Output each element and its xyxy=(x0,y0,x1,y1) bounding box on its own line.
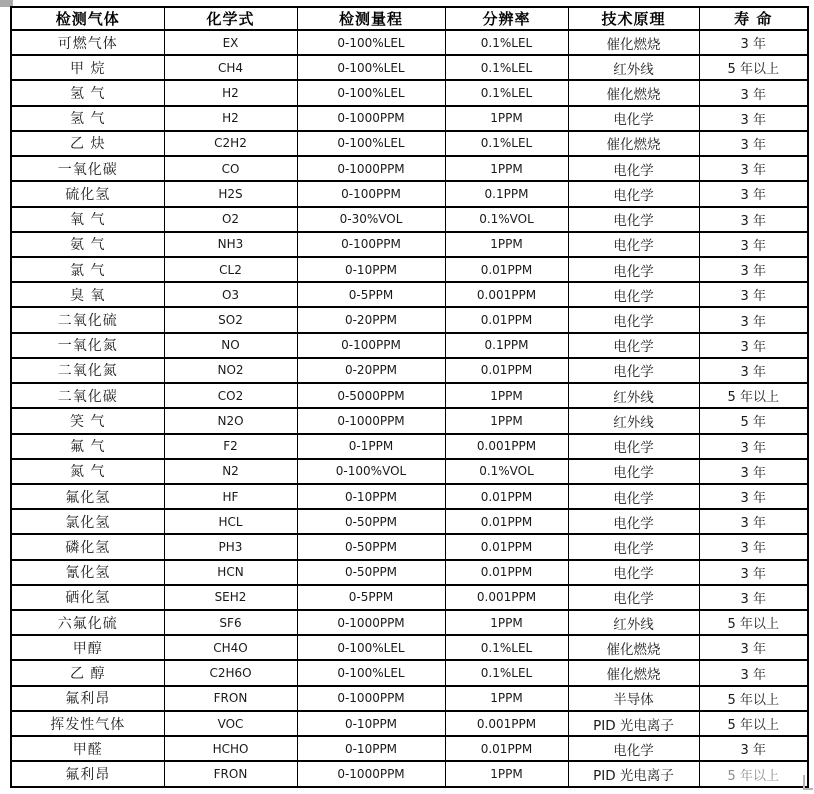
table-row xyxy=(11,55,808,80)
cell-lifespan: 3 年 xyxy=(699,131,808,156)
cell-gas: 硫化氢 xyxy=(11,181,164,206)
cell-lifespan: 5 年以上 xyxy=(699,686,808,711)
cell-principle: 电化学 xyxy=(568,459,699,484)
table-row xyxy=(11,711,808,736)
cell-range: 0-1000PPM xyxy=(297,610,445,635)
table-row xyxy=(11,257,808,282)
cell-principle: 电化学 xyxy=(568,484,699,509)
cell-formula: PH3 xyxy=(164,534,297,559)
table-row xyxy=(11,181,808,206)
cell-principle: 电化学 xyxy=(568,509,699,534)
cell-lifespan: 3 年 xyxy=(699,736,808,761)
cell-resolution: 1PPM xyxy=(445,106,568,131)
cell-principle: 电化学 xyxy=(568,736,699,761)
cell-lifespan: 3 年 xyxy=(699,232,808,257)
table-row xyxy=(11,80,808,105)
cell-formula: C2H6O xyxy=(164,660,297,685)
cell-lifespan: 5 年 xyxy=(699,408,808,433)
cell-gas: 可燃气体 xyxy=(11,30,164,55)
cell-gas: 一氧化氮 xyxy=(11,333,164,358)
table-row xyxy=(11,307,808,332)
cell-lifespan: 3 年 xyxy=(699,509,808,534)
cell-gas: 一氧化碳 xyxy=(11,156,164,181)
cell-lifespan: 3 年 xyxy=(699,459,808,484)
cell-range: 0-1000PPM xyxy=(297,686,445,711)
cell-resolution: 1PPM xyxy=(445,383,568,408)
cell-range: 0-1PPM xyxy=(297,434,445,459)
table-row xyxy=(11,761,808,787)
cell-gas: 氮 气 xyxy=(11,459,164,484)
cell-gas: 氟 气 xyxy=(11,434,164,459)
cell-resolution: 0.1PPM xyxy=(445,181,568,206)
cell-lifespan: 3 年 xyxy=(699,307,808,332)
cell-range: 0-100%LEL xyxy=(297,30,445,55)
cell-formula: CH4O xyxy=(164,635,297,660)
cell-range: 0-5PPM xyxy=(297,282,445,307)
cell-resolution: 1PPM xyxy=(445,156,568,181)
cell-lifespan: 3 年 xyxy=(699,660,808,685)
cell-formula: H2S xyxy=(164,181,297,206)
cell-resolution: 0.01PPM xyxy=(445,257,568,282)
cell-principle: 红外线 xyxy=(568,383,699,408)
cell-range: 0-100PPM xyxy=(297,333,445,358)
cell-lifespan: 3 年 xyxy=(699,635,808,660)
cell-formula: NO2 xyxy=(164,358,297,383)
table-header xyxy=(11,7,808,30)
cell-resolution: 1PPM xyxy=(445,408,568,433)
cell-gas: 氟化氢 xyxy=(11,484,164,509)
cell-formula: HCL xyxy=(164,509,297,534)
cell-resolution: 0.1%VOL xyxy=(445,207,568,232)
cell-formula: N2 xyxy=(164,459,297,484)
table-row xyxy=(11,534,808,559)
cell-range: 0-100%LEL xyxy=(297,55,445,80)
table-row xyxy=(11,383,808,408)
table-row xyxy=(11,131,808,156)
table-row xyxy=(11,408,808,433)
cell-resolution: 0.1%LEL xyxy=(445,55,568,80)
cell-principle: 电化学 xyxy=(568,333,699,358)
cell-range: 0-5000PPM xyxy=(297,383,445,408)
header-row xyxy=(11,7,808,30)
cell-gas: 氟利昂 xyxy=(11,761,164,787)
cell-principle: 电化学 xyxy=(568,282,699,307)
cell-principle: 电化学 xyxy=(568,560,699,585)
cell-range: 0-1000PPM xyxy=(297,106,445,131)
cell-principle: 电化学 xyxy=(568,207,699,232)
cell-resolution: 0.01PPM xyxy=(445,736,568,761)
cell-formula: O2 xyxy=(164,207,297,232)
cell-formula: NO xyxy=(164,333,297,358)
column-header-lifespan: 寿 命 xyxy=(699,7,808,30)
cell-lifespan: 3 年 xyxy=(699,434,808,459)
cell-range: 0-50PPM xyxy=(297,560,445,585)
column-header-resolution: 分辨率 xyxy=(445,7,568,30)
cell-resolution: 1PPM xyxy=(445,232,568,257)
cell-formula: VOC xyxy=(164,711,297,736)
cell-range: 0-100PPM xyxy=(297,232,445,257)
cell-principle: 电化学 xyxy=(568,358,699,383)
cell-principle: 电化学 xyxy=(568,585,699,610)
cell-gas: 氯 气 xyxy=(11,257,164,282)
cell-formula: SEH2 xyxy=(164,585,297,610)
table-row xyxy=(11,610,808,635)
table-row xyxy=(11,635,808,660)
cell-lifespan: 3 年 xyxy=(699,358,808,383)
cell-lifespan: 5 年以上 xyxy=(699,761,808,787)
cell-principle: PID 光电离子 xyxy=(568,711,699,736)
cell-gas: 二氧化碳 xyxy=(11,383,164,408)
cell-formula: F2 xyxy=(164,434,297,459)
cell-lifespan: 3 年 xyxy=(699,534,808,559)
cell-lifespan: 3 年 xyxy=(699,484,808,509)
cell-resolution: 0.01PPM xyxy=(445,484,568,509)
cell-gas: 甲醇 xyxy=(11,635,164,660)
cell-lifespan: 3 年 xyxy=(699,181,808,206)
cell-range: 0-1000PPM xyxy=(297,408,445,433)
table-row xyxy=(11,509,808,534)
cell-resolution: 0.001PPM xyxy=(445,282,568,307)
table-row xyxy=(11,736,808,761)
cell-range: 0-100%LEL xyxy=(297,660,445,685)
cell-principle: 红外线 xyxy=(568,610,699,635)
cell-gas: 氢 气 xyxy=(11,106,164,131)
cell-resolution: 0.1%LEL xyxy=(445,131,568,156)
cell-principle: 电化学 xyxy=(568,106,699,131)
cell-range: 0-1000PPM xyxy=(297,156,445,181)
cell-lifespan: 3 年 xyxy=(699,106,808,131)
cell-lifespan: 5 年以上 xyxy=(699,55,808,80)
cell-formula: CO2 xyxy=(164,383,297,408)
cell-range: 0-30%VOL xyxy=(297,207,445,232)
cell-formula: C2H2 xyxy=(164,131,297,156)
cell-resolution: 0.1%LEL xyxy=(445,80,568,105)
cell-principle: 电化学 xyxy=(568,307,699,332)
cell-resolution: 0.01PPM xyxy=(445,560,568,585)
cell-range: 0-1000PPM xyxy=(297,761,445,787)
table-row xyxy=(11,686,808,711)
cell-gas: 氧 气 xyxy=(11,207,164,232)
cell-gas: 挥发性气体 xyxy=(11,711,164,736)
cell-lifespan: 5 年以上 xyxy=(699,383,808,408)
cell-gas: 氨 气 xyxy=(11,232,164,257)
cell-principle: 催化燃烧 xyxy=(568,660,699,685)
cell-formula: SO2 xyxy=(164,307,297,332)
cell-gas: 磷化氢 xyxy=(11,534,164,559)
table-row xyxy=(11,660,808,685)
cell-formula: HCN xyxy=(164,560,297,585)
cell-principle: 半导体 xyxy=(568,686,699,711)
cell-range: 0-50PPM xyxy=(297,509,445,534)
cell-range: 0-100PPM xyxy=(297,181,445,206)
cell-resolution: 1PPM xyxy=(445,761,568,787)
cell-lifespan: 3 年 xyxy=(699,282,808,307)
cell-range: 0-10PPM xyxy=(297,711,445,736)
column-header-gas: 检测气体 xyxy=(11,7,164,30)
cell-resolution: 1PPM xyxy=(445,686,568,711)
table-row xyxy=(11,106,808,131)
cell-principle: PID 光电离子 xyxy=(568,761,699,787)
cell-gas: 氰化氢 xyxy=(11,560,164,585)
cell-gas: 臭 氧 xyxy=(11,282,164,307)
cell-principle: 电化学 xyxy=(568,232,699,257)
cell-gas: 乙 炔 xyxy=(11,131,164,156)
cell-formula: N2O xyxy=(164,408,297,433)
cell-resolution: 0.1%VOL xyxy=(445,459,568,484)
cell-formula: NH3 xyxy=(164,232,297,257)
cell-resolution: 0.01PPM xyxy=(445,534,568,559)
cell-resolution: 0.01PPM xyxy=(445,509,568,534)
cell-range: 0-10PPM xyxy=(297,736,445,761)
cell-principle: 电化学 xyxy=(568,181,699,206)
cell-principle: 红外线 xyxy=(568,408,699,433)
cell-range: 0-50PPM xyxy=(297,534,445,559)
cell-range: 0-20PPM xyxy=(297,307,445,332)
cell-gas: 硒化氢 xyxy=(11,585,164,610)
cell-principle: 电化学 xyxy=(568,257,699,282)
table-row xyxy=(11,282,808,307)
cell-gas: 六氟化硫 xyxy=(11,610,164,635)
cell-formula: O3 xyxy=(164,282,297,307)
cell-resolution: 0.1%LEL xyxy=(445,30,568,55)
table-row xyxy=(11,434,808,459)
cell-formula: FRON xyxy=(164,761,297,787)
cell-range: 0-10PPM xyxy=(297,257,445,282)
column-header-formula: 化学式 xyxy=(164,7,297,30)
gas-detector-spec-table xyxy=(10,6,809,788)
cell-gas: 氟利昂 xyxy=(11,686,164,711)
cell-gas: 笑 气 xyxy=(11,408,164,433)
cell-lifespan: 3 年 xyxy=(699,207,808,232)
table-row xyxy=(11,207,808,232)
cell-principle: 电化学 xyxy=(568,156,699,181)
cell-gas: 甲 烷 xyxy=(11,55,164,80)
cell-resolution: 1PPM xyxy=(445,610,568,635)
cell-formula: SF6 xyxy=(164,610,297,635)
cell-lifespan: 3 年 xyxy=(699,585,808,610)
cell-range: 0-100%LEL xyxy=(297,635,445,660)
cell-lifespan: 5 年以上 xyxy=(699,610,808,635)
cell-resolution: 0.001PPM xyxy=(445,585,568,610)
cell-gas: 二氧化硫 xyxy=(11,307,164,332)
cell-formula: CH4 xyxy=(164,55,297,80)
cell-lifespan: 3 年 xyxy=(699,257,808,282)
cell-formula: CL2 xyxy=(164,257,297,282)
column-header-range: 检测量程 xyxy=(297,7,445,30)
cell-lifespan: 3 年 xyxy=(699,30,808,55)
cell-gas: 二氧化氮 xyxy=(11,358,164,383)
cell-range: 0-5PPM xyxy=(297,585,445,610)
table-body xyxy=(11,30,808,787)
cell-resolution: 0.1PPM xyxy=(445,333,568,358)
cell-lifespan: 3 年 xyxy=(699,333,808,358)
cell-gas: 乙 醇 xyxy=(11,660,164,685)
column-header-principle: 技术原理 xyxy=(568,7,699,30)
cell-resolution: 0.01PPM xyxy=(445,307,568,332)
table-row xyxy=(11,459,808,484)
cell-formula: EX xyxy=(164,30,297,55)
cell-gas: 甲醛 xyxy=(11,736,164,761)
cell-range: 0-20PPM xyxy=(297,358,445,383)
table-row xyxy=(11,358,808,383)
cell-gas: 氢 气 xyxy=(11,80,164,105)
cell-formula: HCHO xyxy=(164,736,297,761)
cell-resolution: 0.1%LEL xyxy=(445,660,568,685)
table-row xyxy=(11,333,808,358)
cell-resolution: 0.1%LEL xyxy=(445,635,568,660)
cell-lifespan: 3 年 xyxy=(699,560,808,585)
cell-gas: 氯化氢 xyxy=(11,509,164,534)
cell-principle: 催化燃烧 xyxy=(568,635,699,660)
cell-principle: 催化燃烧 xyxy=(568,131,699,156)
table-row xyxy=(11,232,808,257)
cell-principle: 催化燃烧 xyxy=(568,30,699,55)
cell-resolution: 0.001PPM xyxy=(445,434,568,459)
cell-principle: 红外线 xyxy=(568,55,699,80)
cell-range: 0-100%LEL xyxy=(297,80,445,105)
cell-resolution: 0.01PPM xyxy=(445,358,568,383)
cell-lifespan: 3 年 xyxy=(699,156,808,181)
cell-range: 0-10PPM xyxy=(297,484,445,509)
table-row xyxy=(11,585,808,610)
cell-formula: CO xyxy=(164,156,297,181)
table-row xyxy=(11,156,808,181)
table-row xyxy=(11,560,808,585)
cell-range: 0-100%LEL xyxy=(297,131,445,156)
cell-principle: 电化学 xyxy=(568,534,699,559)
cell-resolution: 0.001PPM xyxy=(445,711,568,736)
cell-formula: H2 xyxy=(164,106,297,131)
cell-principle: 催化燃烧 xyxy=(568,80,699,105)
table-row xyxy=(11,30,808,55)
cell-lifespan: 5 年以上 xyxy=(699,711,808,736)
cell-principle: 电化学 xyxy=(568,434,699,459)
cell-formula: HF xyxy=(164,484,297,509)
cell-formula: H2 xyxy=(164,80,297,105)
screenshot-artifact-bottomright xyxy=(803,775,813,790)
cell-range: 0-100%VOL xyxy=(297,459,445,484)
cell-formula: FRON xyxy=(164,686,297,711)
cell-lifespan: 3 年 xyxy=(699,80,808,105)
table-row xyxy=(11,484,808,509)
